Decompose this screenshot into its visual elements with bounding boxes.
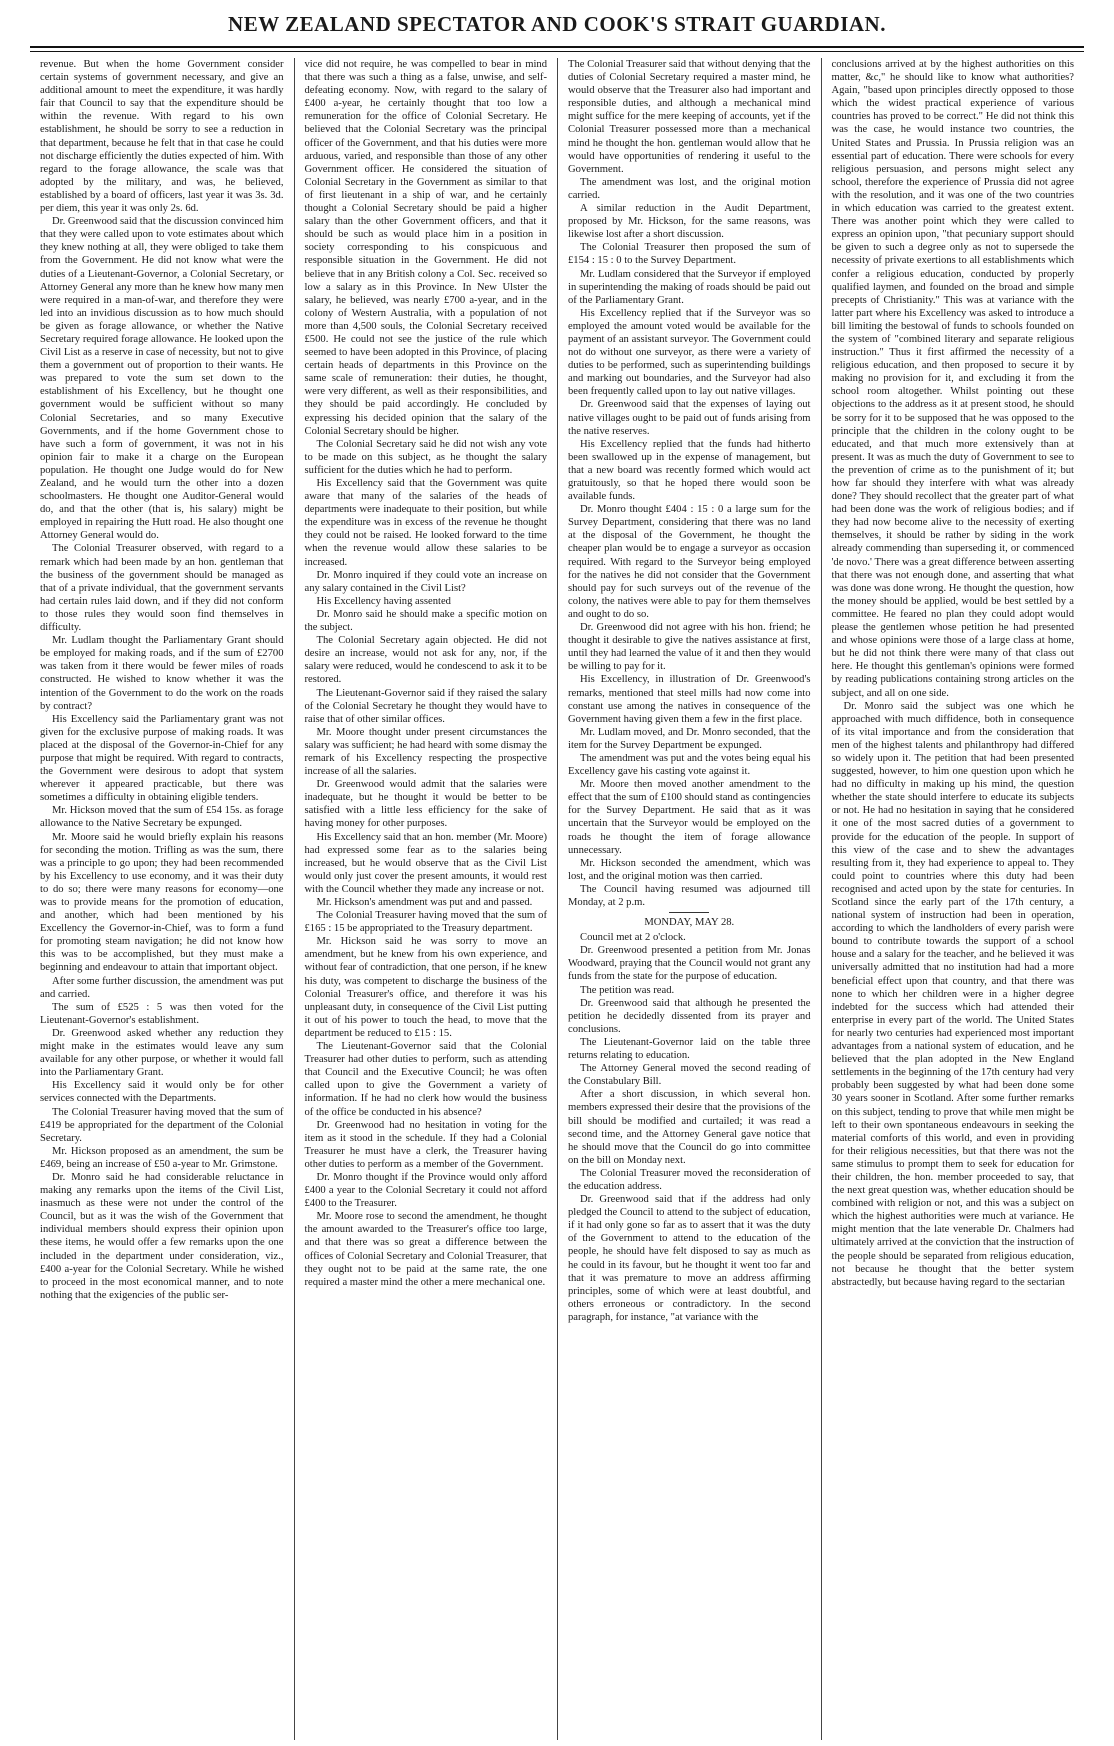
paragraph: The Colonial Treasurer moved the reconsideration of the education address. (568, 1167, 811, 1192)
paragraph: Dr. Greenwood said that the discussion convinced him that they were called upon to vote estimates about which they knew nothing at all, they were obliged to take them from the Government. He did not know what were the duties of a Lieutenant-Governor, a Colonial Secretary, or Attorney General any more than he knew how many men were required in a man-of-war, and therefore they were led into an invidious discussion as to how much should be given as forage allowance, or whether the Native Secretary required forage allowance. He looked upon the Civil List as a reserve in case of necessity, but not to give them a government out of proportion to their wants. He was prepared to vote the sum set down to the establishment of his Excellency, but he thought one government would be sufficient without so many Colonial Secretaries, and so many Executive Governments, and if the home Government chose to have such a form of government, it was not in his opinion fair to make it a charge on the European population. He thought one Judge would do for New Zealand, and he would turn the other into a dozen schoolmasters. He thought one Auditor-General would do, and that the other (that is, his salary) might be employed in repairing the Hutt road. He also thought one Attorney General would do. (40, 216, 284, 542)
paragraph: His Excellency having assented (316, 595, 451, 607)
paragraph: His Excellency said it would only be for other services connected with the Departments. (40, 1080, 284, 1105)
paragraph: The amendment was put and the votes being equal his Excellency gave his casting vote against it. (568, 752, 811, 778)
paragraph: After some further discussion, the amendment was put and carried. (40, 975, 284, 1000)
paragraph: The Colonial Treasurer having moved that the sum of £165 : 15 be appropriated to the Treasury department. (304, 910, 547, 935)
paragraph: The Council having resumed was adjourned till Monday, at 2 p.m. (568, 883, 811, 908)
paragraph: The amendment was lost, and the original motion carried. (568, 176, 811, 201)
paragraph: Mr. Moore thought under present circumstances the salary was sufficient; he had heard with some dismay the remark of his Excellency respecting the prospective increase of all the salaries. (304, 726, 547, 778)
column-3 (557, 58, 821, 1740)
masthead-rule-thin (30, 51, 1084, 52)
paragraph: The Colonial Treasurer said that without denying that the duties of Colonial Secretary required a master mind, he would observe that the Treasurer also had important and responsible duties, and although a mechanical mind might suffice for the mere keeping of accounts, yet if the Colonial Treasurer possessed more than a mechanical mind he thought the hon. gentleman would allow that he would have opportunities of rendering it useful to the Government. (568, 59, 811, 175)
section-heading: MONDAY, MAY 28. (644, 917, 735, 929)
paragraph: The Attorney General moved the second reading of the Constabulary Bill. (568, 1063, 811, 1088)
paragraph: Mr. Hickson proposed as an amendment, the sum be £469, being an increase of £50 a-year to Mr. Grimstone. (40, 1145, 284, 1170)
paragraph: Dr. Greenwood presented a petition from Mr. Jonas Woodward, praying that the Council would not grant any funds from the state for the purpose of education. (568, 945, 811, 983)
masthead-rule (30, 46, 1084, 48)
article-columns (30, 58, 1084, 1740)
paragraph: Mr. Moore rose to second the amendment, he thought the amount awarded to the Treasurer's office too large, and that there was so great a difference between the offices of Colonial Secretary and Colonial Treasurer, that they ought not to be paid at the same rate, the one required a master mind the other a mere mechanical one. (304, 1211, 547, 1288)
paragraph: Dr. Greenwood said that if the address had only pledged the Council to attend to the subject of education, if it had only gone so far as to assert that it was the duty of the Government to attend to the education of the people, he should have felt disposed to say as much as he could in its favour, but he thought it went too far and that it was premature to move an address affirming principles, some of which were at least doubtful, and others erroneous or contradictory. In the second paragraph, for instance, "at variance with the (568, 1194, 811, 1323)
paragraph: The Lieutenant-Governor said if they raised the salary of the Colonial Secretary he thought they would have to raise that of other similar offices. (304, 687, 547, 725)
paragraph: Dr. Monro said the subject was one which he approached with much diffidence, both in consequence of its vital importance and from the consideration that men of the highest talents and philanthropy had differed so widely upon it. The petition that had been presented suggested, however, to him one question upon which he had no difficulty in making up his mind, the question whether the state should interfere to educate its subjects or not. He had no hesitation in saying that he considered it one of the most sacred duties of a government to provide for the education of the people. In support of this view of the case and to shew the advantages resulting from it, they had experience to appeal to. They could point to countries where this duty had been recognised and acted upon by the state for centuries. In Scotland since the early part of the 17th century, a national system of instruction had been in operation, according to which the landholders of every parish were bound to contribute towards the support of a school house and a salary for the teacher, and he believed it was universally admitted that no institution had had a more beneficial effect upon that country, and that there was none to which her children were in a higher degree indebted for the success which had attended their enterprise in every part of the world. The United States for nearly two centuries had experienced most important advantages from a national system of education, and he believed that the plan adopted in the New England settlements in the beginning of the 17th century had very probably been suggested by what had been done some 30 years sooner in Scotland. After some further remarks on this subject, tending to prove that while men might be left to their own spontaneous endeavours in seeking the material comforts of this world, and even in providing for their religious necessities, but that there was not the same stimulus to prompt them to seek for education for their children, the hon. member proceeded to say, that the next great question was, whether education should be combined with religion or not, and this was a subject on which the highest authorities were much at variance. He might mention that the late venerable Dr. Chalmers had ultimately arrived at the conviction that the instruction of the people should be separated from religious education, not because he thought that the better system abstractedly, but because having regard to the sectarian (831, 700, 1074, 1288)
paragraph: The petition was read. (580, 984, 675, 996)
paragraph: After a short discussion, in which several hon. members expressed their desire that the provisions of the bill should be modified and curtailed; it was read a second time, and the Attorney General gave notice that he should move that the Council do go into committee on the bill on Monday next. (568, 1089, 811, 1166)
paragraph: The Colonial Treasurer having moved that the sum of £419 be appropriated for the department of the Colonial Secretary. (40, 1106, 284, 1144)
paragraph: The Lieutenant-Governor laid on the table three returns relating to education. (568, 1036, 811, 1062)
paragraph: His Excellency said that an hon. member (Mr. Moore) had expressed some fear as to the salaries being increased, but he would observe that as the Civil List would only just cover the present amounts, it would rest with the Council whether they made any increase or not. (304, 831, 547, 895)
paragraph: Dr. Monro thought £404 : 15 : 0 a large sum for the Survey Department, considering that there was no land at the disposal of the Government, he thought the cheaper plan would be to engage a surveyor as occasion required. With regard to the Surveyor being employed for the natives he did not consider that the Government should pay for such surveys out of the revenue of the colony, the natives were able to pay for them themselves and ought to do so. (568, 504, 811, 620)
paragraph: The Colonial Treasurer then proposed the sum of £154 : 15 : 0 to the Survey Department. (568, 242, 811, 267)
paragraph: Dr. Greenwood did not agree with his hon. friend; he thought it desirable to give the natives assistance at first, until they had learned the value of it and then they would be willing to pay for it. (568, 622, 811, 673)
masthead-title: NEW ZEALAND SPECTATOR AND COOK'S STRAIT GUARDIAN. (228, 12, 886, 36)
paragraph: The Lieutenant-Governor said that the Colonial Treasurer had other duties to perform, such as attending that Council and the Executive Council; he was often called upon to give the Government a variety of information. If he had no clerk how would the business of the office be conducted in his absence? (304, 1041, 547, 1118)
column-1 (30, 58, 294, 1740)
paragraph: Dr. Greenwood had no hesitation in voting for the item as it stood in the schedule. If they had a Colonial Treasurer he must have a clerk, the Treasurer having other duties to perform as a member of the Government. (304, 1119, 547, 1170)
paragraph: vice did not require, he was compelled to bear in mind that there was such a thing as a false, unwise, and self-defeating economy. Now, with regard to the salary of £400 a-year, he certainly thought that too low a remuneration for the office of Colonial Secretary. He believed that the Colonial Secretary was the principal officer of the Government, and that his duties were more arduous, varied, and responsible than those of any other Government officer. He considered the situation of Colonial Secretary in the Government as similar to that of first lieutenant in a ship of war, and he certainly thought a Colonial Secretary should be paid a higher salary than the other Government officers, and that it should be such as would place him in a position in society corresponding to his conspicuous and responsible situation in the Government. He did not believe that in any British colony a Col. Sec. received so low a salary as in this Province. In New Ulster the salary, he believed, was nearly £700 a-year, and in the colony of Western Australia, with a population of not more than 4,500 souls, the Colonial Secretary received £500. He could not see the justice of the rule which seemed to have been adopted in this Province, of placing certain heads of departments in this Province on the same scale of remuneration: their duties, he thought, were very different, as well as their responsibilities, and they should be paid accordingly. He concluded by expressing his decided opinion that the salary of the Colonial Secretary should be higher. (304, 59, 547, 437)
paragraph: revenue. But when the home Government consider certain systems of government necessary, and give an additional amount to meet the expenditure, it was hardly fair that Council to say that the expenditure should be within the revenue. With regard to his own establishment, he should be sorry to see a reduction in that department, because he felt that in that case he could not discharge efficiently the duties expected of him. With regard to the forage allowance, the scale was that adopted by the military, and was, he believed, established by a board of officers, last year it was 3s. 3d. per diem, this year it was only 2s. 6d. (40, 59, 284, 215)
paragraph: Council met at 2 o'clock. (580, 932, 686, 944)
paragraph: Mr. Ludlam moved, and Dr. Monro seconded, that the item for the Survey Department be expunged. (568, 726, 811, 751)
paragraph: His Excellency replied that if the Surveyor was so employed the amount voted would be available for the payment of an assistant surveyor. The Government could not do without one surveyor, as there were a variety of duties to be performed, such as superintending buildings and marking out boundaries, and the Surveyor had also been frequently called upon to lay out native villages. (568, 307, 811, 398)
paragraph: Mr. Hickson said he was sorry to move an amendment, but he knew from his own experience, and without fear of contradiction, that one person, if he knew his duty, was competent to discharge the business of the Colonial Treasurer's office, and therefore it was his unpleasant duty, in consequence of the Civil List putting it out of his power to touch the head, to move that the department be reduced to £15 : 15. (304, 936, 547, 1039)
column-4 (821, 58, 1085, 1740)
paragraph: Dr. Greenwood said that although he presented the petition he decidedly dissented from its prayer and conclusions. (568, 997, 811, 1035)
paragraph: The Colonial Secretary again objected. He did not desire an increase, would not ask for any, nor, if the salary were reduced, would he condescend to ask it to be restored. (304, 635, 547, 686)
paragraph: The Colonial Secretary said he did not wish any vote to be made on this subject, as he thought the salary sufficient for the duties which he had to perform. (304, 438, 547, 476)
paragraph: His Excellency said that the Government was quite aware that many of the salaries of the heads of departments were inadequate to their position, but while the expenditure was in excess of the revenue he thought they could not be raised. He looked forward to the time when the revenue would allow these salaries to be increased. (304, 478, 547, 568)
paragraph: Dr. Greenwood would admit that the salaries were inadequate, but he thought it would be better to be satisfied with a little less efficiency for the sake of having money for other purposes. (304, 779, 547, 830)
paragraph: His Excellency said the Parliamentary grant was not given for the exclusive purpose of making roads. It was placed at the disposal of the Governor-in-Chief for any purpose that might be required. With regard to contracts, the Government were desirous to adopt that system wherever it appeared practicable, but there was sometimes a difficulty in obtaining eligible tenders. (40, 713, 284, 804)
paragraph: His Excellency, in illustration of Dr. Greenwood's remarks, mentioned that steel mills had now come into constant use among the natives in consequence of the Government having given them a few in the first place. (568, 674, 811, 725)
paragraph: Dr. Greenwood asked whether any reduction they might make in the estimates would leave any sum available for any other purpose, or whether it would fall into the Parliamentary Grant. (40, 1027, 284, 1079)
paragraph: A similar reduction in the Audit Department, proposed by Mr. Hickson, for the same reasons, was likewise lost after a short discussion. (568, 203, 811, 241)
paragraph: Mr. Moore then moved another amendment to the effect that the sum of £100 should stand as contingencies for the Survey Department. He said that as it was uncertain that the Surveyor would be employed on the roads he thought the item of forage allowance unnecessary. (568, 779, 811, 856)
paragraph: Dr. Monro inquired if they could vote an increase on any salary contained in the Civil List? (304, 569, 547, 594)
paragraph: Mr. Hickson seconded the amendment, which was lost, and the original motion was then carried. (568, 857, 811, 882)
paragraph: Dr. Monro said he had considerable reluctance in making any remarks upon the items of the Civil List, inasmuch as these were not under the control of the Council, but as it was the wish of the Government that individual members should express their opinion upon these items, he would offer a few remarks upon the one included in the department under consideration, viz., £400 a-year for the Colonial Secretary. While he wished to proceed in the most economical manner, and to note nothing that the exigencies of the public ser- (40, 1171, 284, 1301)
paragraph: The Colonial Treasurer observed, with regard to a remark which had been made by an hon. gentleman that the business of the government should be managed as that of a private individual, that the government servants had certain rules laid down, and if they did not conform to those rules they would soon find themselves in difficulty. (40, 543, 284, 634)
paragraph: Dr. Monro thought if the Province would only afford £400 a year to the Colonial Secretary it could not afford £400 to the Treasurer. (304, 1171, 547, 1210)
paragraph: Mr. Ludlam thought the Parliamentary Grant should be employed for making roads, and if the sum of £2700 was taken from it there would be fewer miles of roads constructed. He wished to know whether it was the intention of the Government to do the work on the roads by contract? (40, 635, 284, 712)
paragraph: Mr. Moore said he would briefly explain his reasons for seconding the motion. Trifling as was the sum, there was a principle to go upon; they had been recommended by his Excellency to use economy, and it was their duty to do so; there were many reasons for economy—one was to provide means for the promotion of education, and another, which had been mentioned by his Excellency the Governor-in-Chief, was to form a fund for promoting steam navigation; he did not know how this was to be accomplished, but they must make a beginning and endeavour to attain that important object. (40, 831, 284, 974)
paragraph: Mr. Hickson moved that the sum of £54 15s. as forage allowance to the Native Secretary be expunged. (40, 805, 284, 830)
paragraph: His Excellency replied that the funds had hitherto been swallowed up in the expense of management, but that a new board was recently formed which would act gratuitously, so that he hoped there would soon be available funds. (568, 438, 811, 503)
paragraph: conclusions arrived at by the highest authorities on this matter, &c," he should like to know what authorities? Again, "based upon principles directly opposed to those which the widest practical experience of various countries has proved to be correct." He did not think this was the case, he would instance two countries, the United States and Prussia. In Prussia religion was an essential part of education. There were schools for every religious persuasion, and persons might select any school, therefore the experience of Prussia did not agree with the resolution, and it was one of the two countries in which education was carried to the greatest extent. There was another point which they were called to express an opinion upon, "that pecuniary support should be given to such a degree only as not to supersede the necessity of private exertions to all establishments which confer a religious education, conducted by properly qualified laymen, and founded on the broad and simple precepts of Christianity." This was at variance with the latter part where his Excellency was asked to introduce a bill limiting the bestowal of funds to schools founded on the system of "combined literary and separate religious instruction." Thus it first affirmed the necessity of a religious education, and then proposed to secure it by making no provision for it, and excluding it from the school room altogether. Whilst pointing out these objections to the address as it at present stood, he should be sorry for it to be supposed that he was opposed to the principle that the children in the colony ought to be educated, and that much more extensively than at present. It was as much the duty of Government to see to the prevention of crime as to the punishment of it; but how far should they interfere with what was already done? They should recollect that the greater part of what had been done was the work of religious bodies; and if they had now become alive to the necessity of exerting themselves, it should be rather by siding in the work already commending than superseding it, or commenced 'de novo.' There was a great difference between asserting that there was not enough done, and asserting that what was done was done wrong. He thought the question, how the money should be applied, would be best settled by a committee. He feared no plan they could adopt would please the gentlemen whose petition he had presented and whose opinions were those of a large class at home, but he did not think there were many of that class out here. He thought this gentleman's opinions were formed by reading publications containing strong articles on the subject, and all on one side. (831, 59, 1074, 699)
column-2 (294, 58, 558, 1740)
paragraph: Dr. Greenwood said that the expenses of laying out native villages ought to be paid out of funds arising from the native reserves. (568, 399, 811, 437)
section-divider (669, 912, 709, 913)
paragraph: Mr. Hickson's amendment was put and and passed. (316, 897, 533, 908)
paragraph: Mr. Ludlam considered that the Surveyor if employed in superintending the making of roads should be paid out of the Parliamentary Grant. (568, 268, 811, 306)
paragraph: Dr. Monro said he should make a specific motion on the subject. (304, 608, 547, 634)
paragraph: The sum of £525 : 5 was then voted for the Lieutenant-Governor's establishment. (40, 1001, 284, 1026)
